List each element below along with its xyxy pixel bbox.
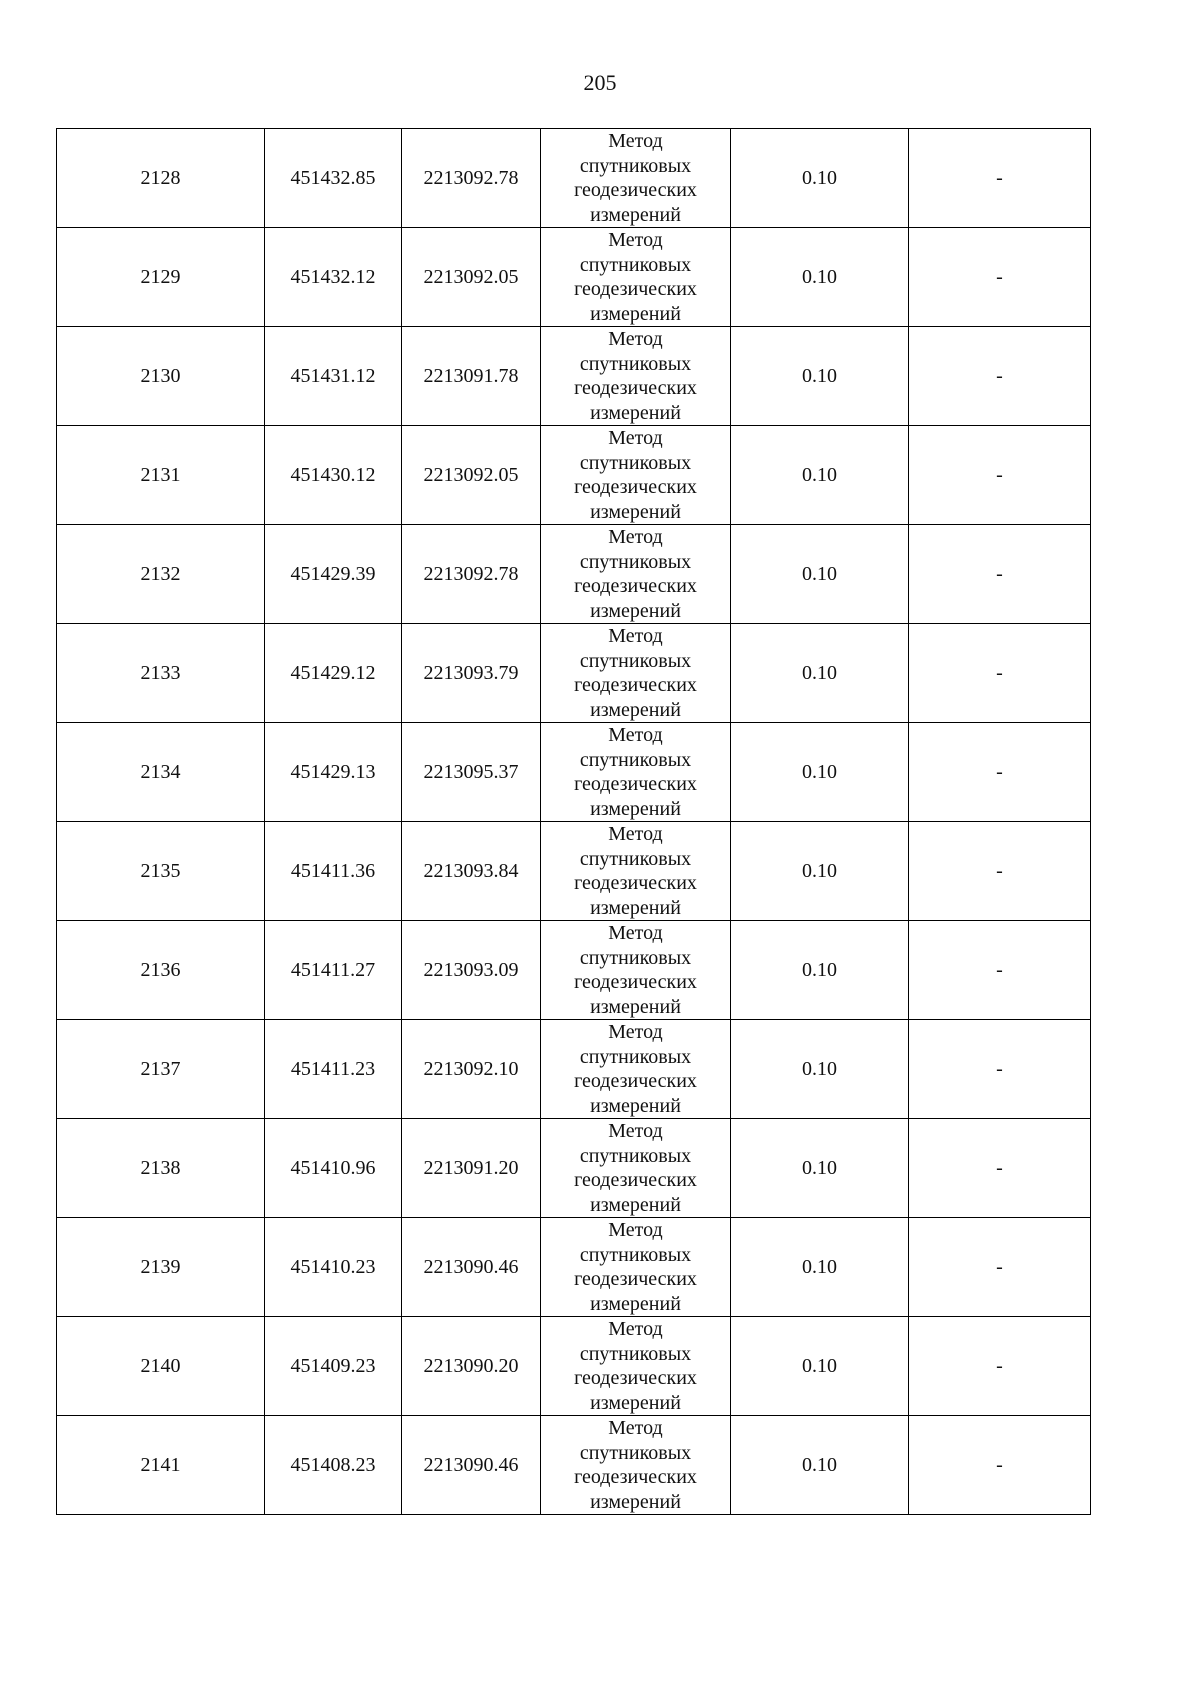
note-cell: - [909, 921, 1091, 1020]
table-row [57, 426, 1091, 525]
x-coordinate-cell: 451411.27 [265, 921, 402, 1020]
note-cell: - [909, 525, 1091, 624]
method-cell [541, 1416, 731, 1515]
method-text: Метод спутниковых геодезических измерений [574, 526, 697, 622]
y-coordinate-cell: 2213095.37 [402, 723, 541, 822]
point-number-cell: 2138 [57, 1119, 265, 1218]
note-cell: - [909, 1020, 1091, 1119]
note-cell: - [909, 723, 1091, 822]
table-row [57, 1218, 1091, 1317]
accuracy-cell: 0.10 [731, 1317, 909, 1416]
method-cell [541, 525, 731, 624]
accuracy-cell: 0.10 [731, 723, 909, 822]
point-number-cell: 2131 [57, 426, 265, 525]
method-cell [541, 1218, 731, 1317]
note-cell: - [909, 822, 1091, 921]
method-cell [541, 129, 731, 228]
accuracy-cell: 0.10 [731, 1218, 909, 1317]
table-row [57, 327, 1091, 426]
point-number-cell: 2140 [57, 1317, 265, 1416]
table-row [57, 1416, 1091, 1515]
point-number-cell: 2139 [57, 1218, 265, 1317]
method-cell [541, 228, 731, 327]
coordinates-table [56, 128, 1091, 1515]
y-coordinate-cell: 2213092.10 [402, 1020, 541, 1119]
point-number-cell: 2128 [57, 129, 265, 228]
method-text: Метод спутниковых геодезических измерений [574, 1318, 697, 1414]
table-row [57, 921, 1091, 1020]
x-coordinate-cell: 451409.23 [265, 1317, 402, 1416]
method-cell [541, 822, 731, 921]
y-coordinate-cell: 2213092.05 [402, 228, 541, 327]
accuracy-cell: 0.10 [731, 822, 909, 921]
table-row [57, 723, 1091, 822]
note-cell: - [909, 1416, 1091, 1515]
method-text: Метод спутниковых геодезических измерений [574, 922, 697, 1018]
y-coordinate-cell: 2213091.20 [402, 1119, 541, 1218]
method-cell [541, 426, 731, 525]
x-coordinate-cell: 451431.12 [265, 327, 402, 426]
note-cell: - [909, 129, 1091, 228]
y-coordinate-cell: 2213093.79 [402, 624, 541, 723]
method-text: Метод спутниковых геодезических измерений [574, 1219, 697, 1315]
method-cell [541, 1020, 731, 1119]
note-cell: - [909, 327, 1091, 426]
table-row [57, 129, 1091, 228]
method-cell [541, 327, 731, 426]
y-coordinate-cell: 2213093.84 [402, 822, 541, 921]
accuracy-cell: 0.10 [731, 1119, 909, 1218]
point-number-cell: 2135 [57, 822, 265, 921]
method-cell [541, 921, 731, 1020]
point-number-cell: 2132 [57, 525, 265, 624]
method-text: Метод спутниковых геодезических измерений [574, 823, 697, 919]
x-coordinate-cell: 451429.39 [265, 525, 402, 624]
table-row [57, 1020, 1091, 1119]
method-text: Метод спутниковых геодезических измерений [574, 328, 697, 424]
accuracy-cell: 0.10 [731, 1416, 909, 1515]
x-coordinate-cell: 451429.13 [265, 723, 402, 822]
accuracy-cell: 0.10 [731, 624, 909, 723]
accuracy-cell: 0.10 [731, 426, 909, 525]
accuracy-cell: 0.10 [731, 921, 909, 1020]
point-number-cell: 2137 [57, 1020, 265, 1119]
method-text: Метод спутниковых геодезических измерений [574, 130, 697, 226]
y-coordinate-cell: 2213092.05 [402, 426, 541, 525]
note-cell: - [909, 228, 1091, 327]
x-coordinate-cell: 451432.85 [265, 129, 402, 228]
y-coordinate-cell: 2213092.78 [402, 129, 541, 228]
point-number-cell: 2136 [57, 921, 265, 1020]
y-coordinate-cell: 2213090.46 [402, 1416, 541, 1515]
note-cell: - [909, 1317, 1091, 1416]
method-cell [541, 624, 731, 723]
method-cell [541, 1317, 731, 1416]
point-number-cell: 2130 [57, 327, 265, 426]
method-text: Метод спутниковых геодезических измерений [574, 1021, 697, 1117]
accuracy-cell: 0.10 [731, 1020, 909, 1119]
point-number-cell: 2133 [57, 624, 265, 723]
note-cell: - [909, 426, 1091, 525]
accuracy-cell: 0.10 [731, 228, 909, 327]
table-row [57, 1119, 1091, 1218]
table-row [57, 1317, 1091, 1416]
y-coordinate-cell: 2213090.20 [402, 1317, 541, 1416]
x-coordinate-cell: 451411.36 [265, 822, 402, 921]
method-text: Метод спутниковых геодезических измерений [574, 229, 697, 325]
method-text: Метод спутниковых геодезических измерений [574, 625, 697, 721]
method-cell [541, 1119, 731, 1218]
y-coordinate-cell: 2213091.78 [402, 327, 541, 426]
accuracy-cell: 0.10 [731, 327, 909, 426]
x-coordinate-cell: 451432.12 [265, 228, 402, 327]
y-coordinate-cell: 2213092.78 [402, 525, 541, 624]
x-coordinate-cell: 451411.23 [265, 1020, 402, 1119]
table-row [57, 624, 1091, 723]
method-text: Метод спутниковых геодезических измерений [574, 724, 697, 820]
accuracy-cell: 0.10 [731, 525, 909, 624]
accuracy-cell: 0.10 [731, 129, 909, 228]
page-number: 205 [583, 70, 617, 95]
point-number-cell: 2141 [57, 1416, 265, 1515]
point-number-cell: 2129 [57, 228, 265, 327]
x-coordinate-cell: 451408.23 [265, 1416, 402, 1515]
y-coordinate-cell: 2213090.46 [402, 1218, 541, 1317]
table-row [57, 525, 1091, 624]
x-coordinate-cell: 451410.96 [265, 1119, 402, 1218]
method-text: Метод спутниковых геодезических измерений [574, 1417, 697, 1513]
x-coordinate-cell: 451410.23 [265, 1218, 402, 1317]
y-coordinate-cell: 2213093.09 [402, 921, 541, 1020]
note-cell: - [909, 1218, 1091, 1317]
x-coordinate-cell: 451430.12 [265, 426, 402, 525]
note-cell: - [909, 624, 1091, 723]
point-number-cell: 2134 [57, 723, 265, 822]
method-text: Метод спутниковых геодезических измерений [574, 1120, 697, 1216]
table-row [57, 228, 1091, 327]
method-cell [541, 723, 731, 822]
note-cell: - [909, 1119, 1091, 1218]
method-text: Метод спутниковых геодезических измерений [574, 427, 697, 523]
table-row [57, 822, 1091, 921]
x-coordinate-cell: 451429.12 [265, 624, 402, 723]
